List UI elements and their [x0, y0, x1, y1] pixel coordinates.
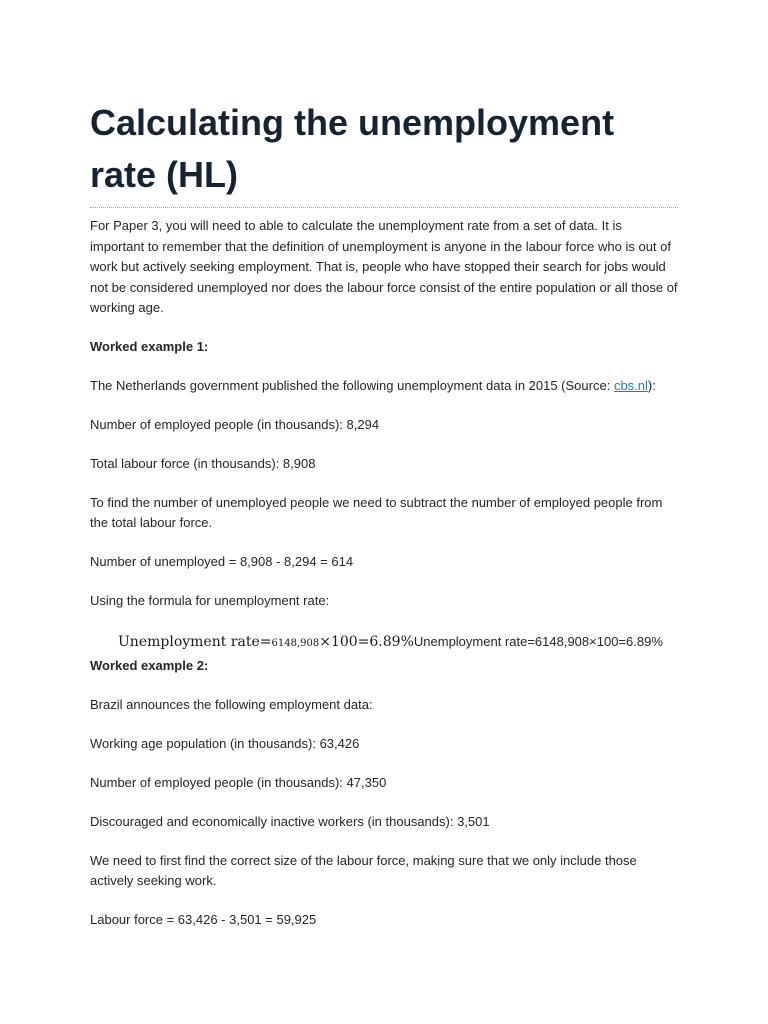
example-1-labour-force: Total labour force (in thousands): 8,908	[90, 455, 316, 471]
cbs-nl-link[interactable]: cbs.nl	[613, 377, 648, 393]
example-1-explanation: To find the number of unemployed people we need to subtract the number of employed people from the total labour force.	[90, 494, 663, 530]
example-2-employed: Number of employed people (in thousands): 47,350	[90, 774, 387, 790]
example-2-discouraged: Discouraged and economically inactive workers (in thousands): 3,501	[90, 813, 490, 829]
formula-equals: =	[259, 633, 272, 650]
example-1-formula-intro: Using the formula for unemployment rate:	[90, 593, 330, 608]
example-1-unemployed-calc: Number of unemployed = 8,908 - 8,294 = 614	[90, 554, 354, 569]
formula-result: =6.89%	[357, 633, 414, 650]
example-1-source-paragraph	[90, 376, 678, 397]
formula-label: Unemployment rate	[118, 633, 260, 650]
article	[90, 97, 678, 931]
formula-plain-text: Unemployment rate=6148,908×100=6.89%	[413, 633, 663, 649]
example-2-explanation: We need to first find the correct size of the labour force, making sure that we only include those actively seeking work.	[90, 852, 637, 888]
source-suffix: ):	[647, 377, 656, 393]
example-1-employed: Number of employed people (in thousands): 8,294	[90, 416, 380, 432]
page-title: Calculating the unemployment rate (HL)	[90, 97, 678, 208]
formula-times: ×100	[319, 633, 358, 650]
example-2-labour-force-calc: Labour force = 63,426 - 3,501 = 59,925	[90, 912, 317, 927]
example-2-intro: Brazil announces the following employment data:	[90, 696, 373, 712]
intro-paragraph: For Paper 3, you will need to able to calculate the unemployment rate from a set of data. It is important to remember that the definition of unemployment is anyone in the labour force who is out of work but actively seeking employment. That is, people who have stopped their search for jobs would not be considered unemployed nor does the labour force consist of the entire population or all those of working age.	[90, 218, 678, 315]
formula-fraction: 6148,908	[271, 637, 320, 649]
example-2-heading: Worked example 2:	[90, 657, 209, 673]
formula-math	[118, 634, 414, 650]
source-prefix: The Netherlands government published the following unemployment data in 2015 (Source:	[90, 377, 614, 393]
example-2-working-age: Working age population (in thousands): 63,426	[90, 735, 360, 751]
example-1-heading: Worked example 1:	[90, 338, 209, 354]
unemployment-rate-formula	[118, 632, 678, 652]
